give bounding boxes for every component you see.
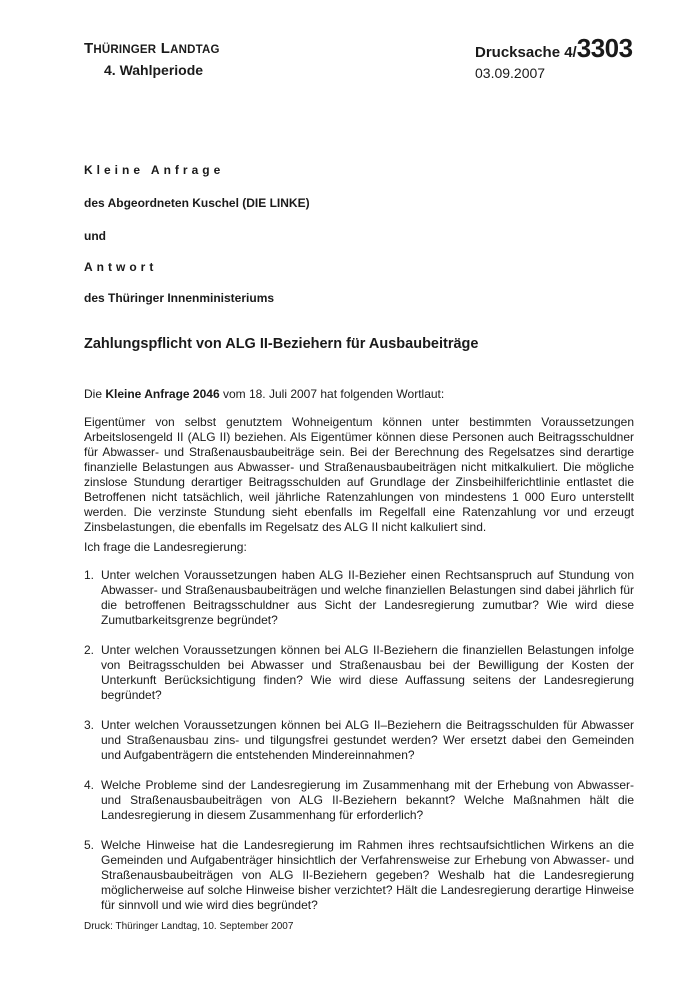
document-title: Zahlungspflicht von ALG II-Beziehern für Ausbaubeiträge	[84, 336, 479, 352]
question-list	[84, 568, 634, 928]
landtag-name	[84, 40, 334, 59]
question-number: 4.	[84, 778, 95, 792]
landtag-initial-t: T	[84, 40, 94, 57]
print-footer: Druck: Thüringer Landtag, 10. September 2007	[84, 921, 294, 932]
question-text: Welche Probleme sind der Landesregierung im Zusammenhang mit der Erhebung von Abwasser- und Straßenausbaubeiträgen von ALG II-Beziehern bekannt? Welche Maßnahmen hält die Landesregierung in diesem Zusammenhang für erforderlich?	[101, 778, 634, 822]
question-text: Unter welchen Voraussetzungen können bei ALG II-Beziehern die finanziellen Belastungen infolge von Beitragsschulden bei Abwasser und Straßenausbau bei der Bewilligung der Kosten der Unterkunft Berücksichtigung finden? Wie wird diese Auffassung seitens der Landesregierung begründet?	[101, 643, 634, 702]
abgeordneter-line: des Abgeordneten Kuschel (DIE LINKE)	[84, 196, 310, 210]
landtag-initial-l: L	[160, 40, 171, 57]
question-text: Welche Hinweise hat die Landesregierung im Rahmen ihres rechtsaufsichtlichen Wirkens an die Gemeinden und Aufgabenträger hinsichtlich der Verfahrensweise zur Erhebung von Abwasser- und Straßenausbaubeiträgen von ALG II-Beziehern gegeben? Weshalb hat die Landesregierung möglicherweise auf solche Hinweise bisher verzichtet? Hält die Landesregierung derartige Hinweise für sinnvoll und wie wird dies begründet?	[101, 838, 634, 912]
question-item	[84, 568, 634, 628]
drucksache-label: Drucksache 4/	[475, 44, 577, 61]
intro-line	[84, 387, 634, 402]
question-item	[84, 643, 634, 703]
question-item	[84, 718, 634, 763]
ask-line: Ich frage die Landesregierung:	[84, 540, 247, 554]
header-left	[84, 40, 334, 79]
question-number: 1.	[84, 568, 95, 582]
landtag-word-2: ANDTAG	[170, 44, 220, 56]
intro-suffix: vom 18. Juli 2007 hat folgenden Wortlaut:	[219, 387, 445, 401]
landtag-word-1: HÜRINGER	[93, 44, 157, 56]
question-text: Unter welchen Voraussetzungen haben ALG II-Bezieher einen Rechtsanspruch auf Stundung von Abwasser- und Straßenausbaubeiträgen und welche finanziellen Belastungen sind dabei jährlich für die betroffenen Beitragsschuldner aus Sicht der Landesregierung zumutbar? Wie wird diese Zumutbarkeitsgrenze begründet?	[101, 568, 634, 627]
question-number: 3.	[84, 718, 95, 732]
header-right	[475, 34, 675, 81]
document-date: 03.09.2007	[475, 65, 546, 81]
ministerium-line: des Thüringer Innenministeriums	[84, 291, 275, 305]
antwort-heading: Antwort	[84, 260, 158, 274]
intro-anfrage-number: Kleine Anfrage 2046	[105, 387, 220, 401]
kleine-anfrage-heading: Kleine Anfrage	[84, 163, 225, 177]
und-line: und	[84, 229, 106, 243]
body-paragraph: Eigentümer von selbst genutztem Wohneigentum können unter bestimmten Voraussetzungen Arbeitslosengeld II (ALG II) beziehen. Als Eigentümer können diese Personen auch Beitragsschuldner für Abwasser- und Straßenausbaubeiträge sein. Bei der Berechnung des Regelsatzes sind derartige finanzielle Belastungen aus Abwasser- und Straßenausbaubeiträgen nicht mitkalkuliert. Die mögliche zinslose Stundung derartiger Beitragsschulden auf Grundlage der Zinsbeihilferichtlinie entlastet die Betroffenen nicht tatsächlich, weil jährliche Ratenzahlungen von mindestens 1 000 Euro unterstellt werden. Die verzinste Stundung sieht ebenfalls im Regelfall eine Ratenzahlung vor und erzeugt Zinsbelastungen, die ebenfalls im Regelsatz des ALG II nicht kalkuliert sind.	[84, 415, 634, 534]
question-item	[84, 838, 634, 913]
wahlperiode: 4. Wahlperiode	[104, 62, 204, 78]
question-item	[84, 778, 634, 823]
question-number: 2.	[84, 643, 95, 657]
drucksache-number: 3303	[576, 33, 633, 63]
question-number: 5.	[84, 838, 95, 852]
drucksache	[475, 34, 675, 67]
question-text: Unter welchen Voraussetzungen können bei ALG II–Beziehern die Beitragsschulden für Abwasser und Straßenausbau zins- und tilgungsfrei gestundet werden? Wer ersetzt dabei den Gemeinden und Aufgabenträgern die entstehenden Mindereinnahmen?	[101, 718, 634, 762]
intro-prefix: Die	[84, 387, 106, 401]
